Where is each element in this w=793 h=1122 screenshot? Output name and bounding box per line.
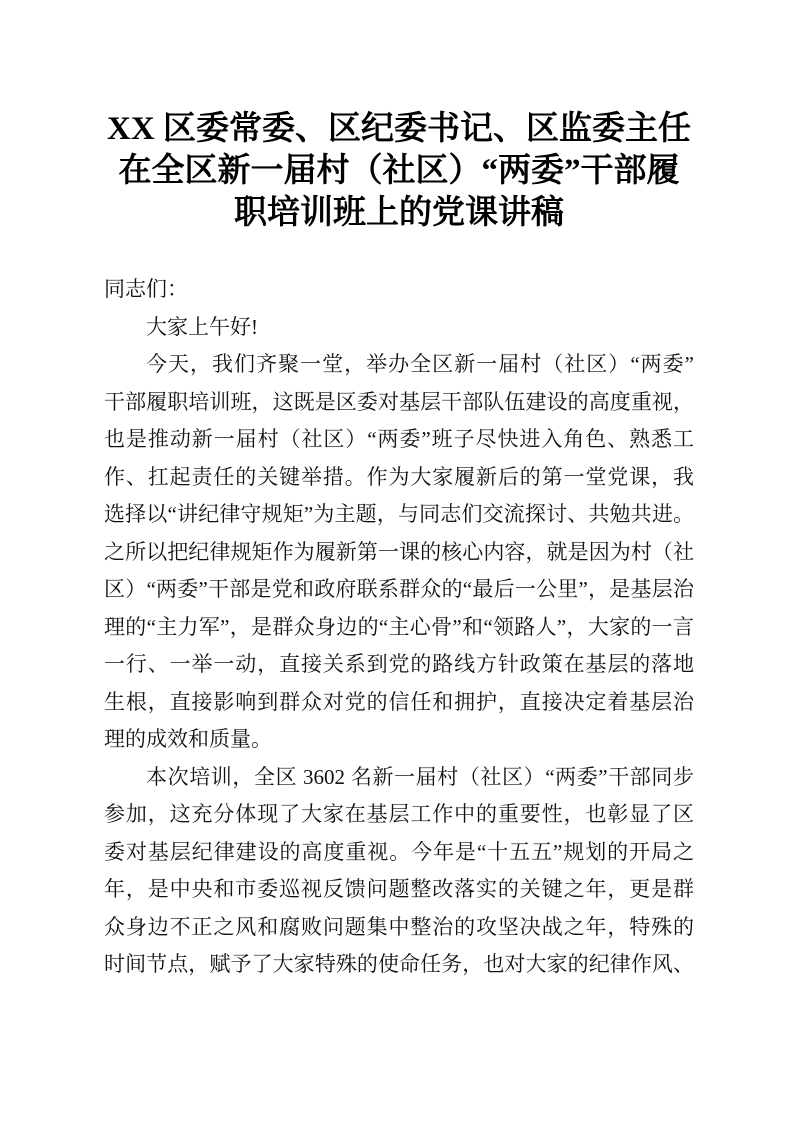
paragraph-1-line: 之所以把纪律规矩作为履新第一课的核心内容，就是因为村（社 [104, 539, 694, 564]
paragraph-2-line: 委对基层纪律建设的高度重视。今年是“十五五”规划的开局之 [104, 839, 694, 864]
paragraph-2-line: 本次培训，全区 3602 名新一届村（社区）“两委”干部同步 [146, 764, 694, 789]
paragraph-1-line: 干部履职培训班，这既是区委对基层干部队伍建设的高度重视， [104, 389, 694, 414]
document-content [104, 0, 694, 984]
title-line-3: 职培训班上的党课讲稿 [234, 195, 564, 231]
paragraph-1-line: 理的“主力军”，是群众身边的“主心骨”和“领路人”，大家的一言 [104, 614, 694, 639]
paragraph-1-line: 生根，直接影响到群众对党的信任和拥护，直接决定着基层治 [104, 689, 694, 714]
paragraph-1-line: 选择以“讲纪律守规矩”为主题，与同志们交流探讨、共勉共进。 [104, 502, 694, 526]
paragraph-1-line: 一行、一举一动，直接关系到党的路线方针政策在基层的落地 [104, 652, 694, 676]
paragraph-2-line: 年，是中央和市委巡视反馈问题整改落实的关键之年，更是群 [104, 877, 694, 901]
document-title [104, 108, 694, 234]
paragraph-2-line: 时间节点，赋予了大家特殊的使命任务，也对大家的纪律作风、 [104, 952, 694, 976]
document-body [104, 271, 694, 984]
paragraph-1-line: 也是推动新一届村（社区）“两委”班子尽快进入角色、熟悉工 [104, 427, 694, 451]
greeting-line: 大家上午好! [146, 314, 258, 339]
paragraph-1-line: 理的成效和质量。 [104, 727, 272, 751]
paragraph-2-line: 众身边不正之风和腐败问题集中整治的攻坚决战之年，特殊的 [104, 914, 694, 939]
paragraph-1-line: 作、扛起责任的关键举措。作为大家履新后的第一堂党课，我 [104, 464, 694, 489]
paragraph-1-line: 区）“两委”干部是党和政府联系群众的“最后一公里”，是基层治 [104, 577, 694, 601]
salutation-line: 同志们： [104, 277, 188, 301]
title-line-1: XX 区委常委、区纪委书记、区监委主任 [107, 111, 691, 147]
paragraph-1-line: 今天，我们齐聚一堂，举办全区新一届村（社区）“两委” [146, 352, 694, 376]
title-line-2: 在全区新一届村（社区）“两委”干部履 [118, 153, 680, 189]
paragraph-2-line: 参加，这充分体现了大家在基层工作中的重要性，也彰显了区 [104, 802, 694, 826]
